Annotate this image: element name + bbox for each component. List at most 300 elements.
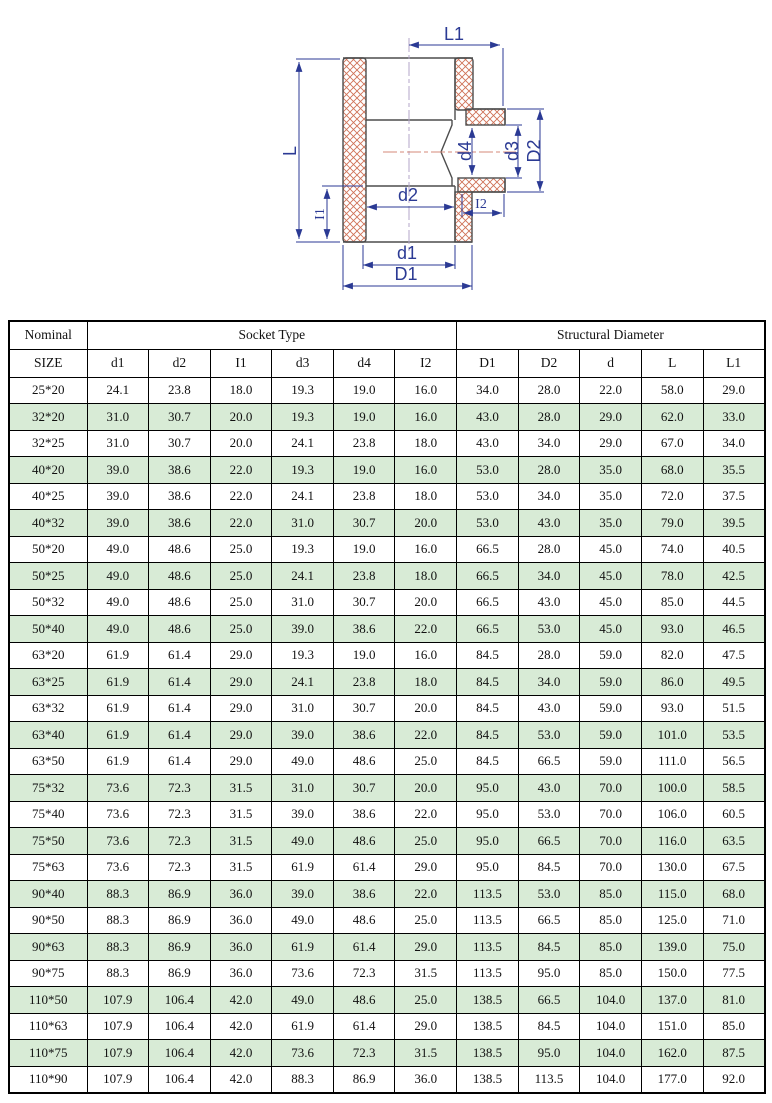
value-cell: 61.9 [87,669,149,696]
value-cell: 162.0 [641,1040,703,1067]
dim-label-I1: I1 [313,208,328,220]
header-col-I1: I1 [210,349,272,377]
value-cell: 104.0 [580,987,642,1014]
value-cell: 84.5 [457,748,519,775]
value-cell: 39.0 [272,881,334,908]
table-row [9,987,765,1014]
value-cell: 38.6 [333,616,395,643]
value-cell: 18.0 [395,430,457,457]
value-cell: 106.4 [149,1040,211,1067]
value-cell: 25.0 [210,563,272,590]
value-cell: 66.5 [457,589,519,616]
value-cell: 29.0 [395,934,457,961]
value-cell: 49.5 [703,669,765,696]
size-cell: 50*20 [9,536,87,563]
value-cell: 61.4 [149,722,211,749]
value-cell: 16.0 [395,377,457,404]
value-cell: 150.0 [641,960,703,987]
size-cell: 50*25 [9,563,87,590]
size-cell: 32*20 [9,404,87,431]
value-cell: 44.5 [703,589,765,616]
dim-label-L: L [280,145,300,157]
value-cell: 36.0 [210,907,272,934]
value-cell: 42.5 [703,563,765,590]
value-cell: 19.0 [333,642,395,669]
table-row [9,775,765,802]
value-cell: 137.0 [641,987,703,1014]
value-cell: 16.0 [395,457,457,484]
value-cell: 53.0 [457,510,519,537]
centerlines [383,38,516,254]
value-cell: 48.6 [333,907,395,934]
header-col-D2: D2 [518,349,580,377]
value-cell: 47.5 [703,642,765,669]
table-row [9,457,765,484]
value-cell: 28.0 [518,377,580,404]
value-cell: 106.4 [149,1013,211,1040]
header-col-d: d [580,349,642,377]
value-cell: 62.0 [641,404,703,431]
value-cell: 88.3 [87,934,149,961]
value-cell: 36.0 [210,881,272,908]
header-group-row [9,321,765,349]
value-cell: 61.4 [149,748,211,775]
value-cell: 138.5 [457,1066,519,1093]
value-cell: 25.0 [395,828,457,855]
value-cell: 18.0 [395,669,457,696]
value-cell: 61.4 [333,934,395,961]
value-cell: 59.0 [580,695,642,722]
value-cell: 31.0 [272,695,334,722]
value-cell: 113.5 [457,907,519,934]
table-row [9,430,765,457]
value-cell: 25.0 [210,616,272,643]
value-cell: 138.5 [457,1013,519,1040]
value-cell: 22.0 [210,457,272,484]
value-cell: 34.0 [518,669,580,696]
dim-label-d2: d2 [397,185,419,205]
table-row [9,881,765,908]
value-cell: 38.6 [149,510,211,537]
dim-label-d3: d3 [502,140,522,162]
value-cell: 39.0 [272,722,334,749]
table-row [9,801,765,828]
value-cell: 23.8 [333,430,395,457]
size-cell: 90*75 [9,960,87,987]
value-cell: 61.9 [272,854,334,881]
value-cell: 107.9 [87,987,149,1014]
value-cell: 19.0 [333,536,395,563]
value-cell: 29.0 [210,669,272,696]
spec-table [8,320,766,1094]
size-cell: 75*32 [9,775,87,802]
value-cell: 30.7 [333,775,395,802]
size-cell: 40*20 [9,457,87,484]
dim-label-I2: I2 [475,197,487,212]
value-cell: 51.5 [703,695,765,722]
value-cell: 24.1 [272,483,334,510]
size-cell: 63*20 [9,642,87,669]
value-cell: 86.9 [149,960,211,987]
table-row [9,536,765,563]
value-cell: 61.9 [272,1013,334,1040]
value-cell: 88.3 [87,960,149,987]
value-cell: 22.0 [395,881,457,908]
value-cell: 58.0 [641,377,703,404]
table-row [9,483,765,510]
size-cell: 63*40 [9,722,87,749]
value-cell: 30.7 [333,510,395,537]
table-row [9,960,765,987]
value-cell: 61.4 [149,695,211,722]
value-cell: 107.9 [87,1066,149,1093]
value-cell: 22.0 [395,616,457,643]
value-cell: 139.0 [641,934,703,961]
value-cell: 70.0 [580,801,642,828]
value-cell: 34.0 [457,377,519,404]
value-cell: 29.0 [580,430,642,457]
header-col-D1: D1 [457,349,519,377]
value-cell: 31.0 [272,775,334,802]
value-cell: 43.0 [457,404,519,431]
table-row [9,669,765,696]
value-cell: 43.0 [518,775,580,802]
value-cell: 30.7 [149,430,211,457]
value-cell: 20.0 [210,404,272,431]
value-cell: 36.0 [210,960,272,987]
fitting-body [343,58,505,242]
value-cell: 22.0 [210,483,272,510]
value-cell: 31.5 [210,828,272,855]
dimension-lines [296,45,544,290]
value-cell: 93.0 [641,616,703,643]
size-cell: 110*90 [9,1066,87,1093]
value-cell: 125.0 [641,907,703,934]
value-cell: 23.8 [333,563,395,590]
value-cell: 43.0 [518,589,580,616]
value-cell: 61.9 [87,695,149,722]
value-cell: 95.0 [518,1040,580,1067]
size-cell: 40*32 [9,510,87,537]
value-cell: 43.0 [457,430,519,457]
value-cell: 59.0 [580,669,642,696]
value-cell: 25.0 [210,589,272,616]
value-cell: 84.5 [518,934,580,961]
value-cell: 19.3 [272,404,334,431]
value-cell: 78.0 [641,563,703,590]
header-structural-diameter: Structural Diameter [457,321,765,349]
value-cell: 95.0 [518,960,580,987]
size-cell: 50*32 [9,589,87,616]
value-cell: 72.3 [149,801,211,828]
value-cell: 66.5 [457,536,519,563]
value-cell: 34.0 [518,483,580,510]
table-row [9,748,765,775]
value-cell: 22.0 [395,801,457,828]
table-row [9,377,765,404]
value-cell: 25.0 [210,536,272,563]
value-cell: 77.5 [703,960,765,987]
value-cell: 48.6 [149,536,211,563]
table-row [9,589,765,616]
value-cell: 36.0 [210,934,272,961]
value-cell: 73.6 [87,801,149,828]
value-cell: 104.0 [580,1013,642,1040]
value-cell: 23.8 [333,669,395,696]
value-cell: 85.0 [580,934,642,961]
value-cell: 31.5 [210,775,272,802]
value-cell: 138.5 [457,987,519,1014]
value-cell: 59.0 [580,748,642,775]
value-cell: 66.5 [518,907,580,934]
value-cell: 66.5 [518,828,580,855]
value-cell: 20.0 [395,775,457,802]
value-cell: 177.0 [641,1066,703,1093]
value-cell: 30.7 [149,404,211,431]
value-cell: 73.6 [87,828,149,855]
value-cell: 28.0 [518,642,580,669]
value-cell: 107.9 [87,1040,149,1067]
value-cell: 93.0 [641,695,703,722]
value-cell: 34.0 [703,430,765,457]
size-cell: 110*50 [9,987,87,1014]
value-cell: 100.0 [641,775,703,802]
dim-label-d1: d1 [396,243,418,263]
value-cell: 86.9 [333,1066,395,1093]
value-cell: 70.0 [580,828,642,855]
value-cell: 45.0 [580,536,642,563]
value-cell: 28.0 [518,457,580,484]
value-cell: 24.1 [87,377,149,404]
value-cell: 84.5 [518,1013,580,1040]
value-cell: 72.3 [149,854,211,881]
value-cell: 49.0 [87,616,149,643]
value-cell: 72.3 [149,828,211,855]
table-row [9,616,765,643]
value-cell: 22.0 [580,377,642,404]
value-cell: 84.5 [457,695,519,722]
value-cell: 18.0 [395,483,457,510]
value-cell: 66.5 [457,616,519,643]
value-cell: 35.5 [703,457,765,484]
value-cell: 28.0 [518,404,580,431]
value-cell: 19.0 [333,404,395,431]
header-col-d2: d2 [149,349,211,377]
value-cell: 63.5 [703,828,765,855]
header-col-I2: I2 [395,349,457,377]
value-cell: 48.6 [149,563,211,590]
table-row [9,1013,765,1040]
value-cell: 53.0 [518,881,580,908]
value-cell: 61.4 [149,669,211,696]
value-cell: 70.0 [580,854,642,881]
value-cell: 43.0 [518,695,580,722]
table-row [9,934,765,961]
value-cell: 16.0 [395,536,457,563]
value-cell: 113.5 [457,881,519,908]
value-cell: 70.0 [580,775,642,802]
value-cell: 28.0 [518,536,580,563]
value-cell: 23.8 [333,483,395,510]
value-cell: 72.3 [333,1040,395,1067]
value-cell: 39.5 [703,510,765,537]
value-cell: 48.6 [149,616,211,643]
value-cell: 19.0 [333,377,395,404]
size-cell: 32*25 [9,430,87,457]
value-cell: 29.0 [210,748,272,775]
value-cell: 23.8 [149,377,211,404]
value-cell: 85.0 [580,960,642,987]
value-cell: 39.0 [87,510,149,537]
value-cell: 61.9 [272,934,334,961]
value-cell: 92.0 [703,1066,765,1093]
value-cell: 66.5 [518,748,580,775]
table-row [9,828,765,855]
value-cell: 22.0 [395,722,457,749]
header-col-d3: d3 [272,349,334,377]
value-cell: 20.0 [210,430,272,457]
header-column-row [9,349,765,377]
value-cell: 38.6 [149,457,211,484]
value-cell: 31.0 [272,510,334,537]
value-cell: 19.3 [272,536,334,563]
value-cell: 86.0 [641,669,703,696]
value-cell: 72.3 [149,775,211,802]
value-cell: 151.0 [641,1013,703,1040]
value-cell: 104.0 [580,1040,642,1067]
value-cell: 19.0 [333,457,395,484]
value-cell: 95.0 [457,854,519,881]
table-row [9,404,765,431]
value-cell: 38.6 [333,881,395,908]
value-cell: 85.0 [580,881,642,908]
value-cell: 25.0 [395,907,457,934]
value-cell: 53.0 [457,483,519,510]
value-cell: 42.0 [210,1013,272,1040]
value-cell: 49.0 [272,987,334,1014]
value-cell: 49.0 [87,563,149,590]
value-cell: 81.0 [703,987,765,1014]
value-cell: 53.0 [518,616,580,643]
value-cell: 73.6 [272,960,334,987]
value-cell: 95.0 [457,828,519,855]
size-cell: 75*63 [9,854,87,881]
header-socket-type: Socket Type [87,321,457,349]
value-cell: 29.0 [210,722,272,749]
size-cell: 25*20 [9,377,87,404]
value-cell: 39.0 [87,457,149,484]
value-cell: 113.5 [518,1066,580,1093]
value-cell: 39.0 [87,483,149,510]
value-cell: 88.3 [87,907,149,934]
value-cell: 66.5 [518,987,580,1014]
value-cell: 18.0 [395,563,457,590]
value-cell: 61.4 [333,1013,395,1040]
value-cell: 106.4 [149,987,211,1014]
header-col-L: L [641,349,703,377]
value-cell: 85.0 [580,907,642,934]
value-cell: 43.0 [518,510,580,537]
header-nominal: Nominal [9,321,87,349]
table-row [9,1040,765,1067]
value-cell: 73.6 [272,1040,334,1067]
value-cell: 31.5 [395,1040,457,1067]
value-cell: 113.5 [457,960,519,987]
value-cell: 31.0 [87,430,149,457]
value-cell: 111.0 [641,748,703,775]
value-cell: 35.0 [580,510,642,537]
value-cell: 72.0 [641,483,703,510]
value-cell: 61.9 [87,642,149,669]
table-row [9,1066,765,1093]
value-cell: 20.0 [395,695,457,722]
value-cell: 34.0 [518,563,580,590]
value-cell: 31.5 [210,801,272,828]
value-cell: 24.1 [272,669,334,696]
value-cell: 42.0 [210,987,272,1014]
value-cell: 116.0 [641,828,703,855]
value-cell: 29.0 [395,1013,457,1040]
table-row [9,854,765,881]
value-cell: 71.0 [703,907,765,934]
value-cell: 106.4 [149,1066,211,1093]
size-cell: 40*25 [9,483,87,510]
header-size: SIZE [9,349,87,377]
table-row [9,642,765,669]
value-cell: 53.0 [518,801,580,828]
value-cell: 29.0 [395,854,457,881]
value-cell: 46.5 [703,616,765,643]
table-row [9,722,765,749]
header-col-d4: d4 [333,349,395,377]
value-cell: 87.5 [703,1040,765,1067]
value-cell: 18.0 [210,377,272,404]
value-cell: 39.0 [272,801,334,828]
value-cell: 53.5 [703,722,765,749]
value-cell: 61.4 [333,854,395,881]
value-cell: 40.5 [703,536,765,563]
value-cell: 16.0 [395,404,457,431]
value-cell: 73.6 [87,775,149,802]
value-cell: 104.0 [580,1066,642,1093]
size-cell: 90*50 [9,907,87,934]
value-cell: 86.9 [149,907,211,934]
value-cell: 42.0 [210,1040,272,1067]
value-cell: 130.0 [641,854,703,881]
value-cell: 29.0 [703,377,765,404]
value-cell: 67.0 [641,430,703,457]
dim-label-D1: D1 [394,264,418,284]
value-cell: 16.0 [395,642,457,669]
size-cell: 63*32 [9,695,87,722]
value-cell: 36.0 [395,1066,457,1093]
value-cell: 30.7 [333,589,395,616]
value-cell: 115.0 [641,881,703,908]
value-cell: 31.5 [395,960,457,987]
size-cell: 110*75 [9,1040,87,1067]
size-cell: 63*50 [9,748,87,775]
value-cell: 61.4 [149,642,211,669]
value-cell: 45.0 [580,589,642,616]
value-cell: 56.5 [703,748,765,775]
value-cell: 72.3 [333,960,395,987]
spec-table-header [9,321,765,377]
size-cell: 50*40 [9,616,87,643]
value-cell: 75.0 [703,934,765,961]
value-cell: 138.5 [457,1040,519,1067]
value-cell: 84.5 [457,722,519,749]
value-cell: 95.0 [457,775,519,802]
